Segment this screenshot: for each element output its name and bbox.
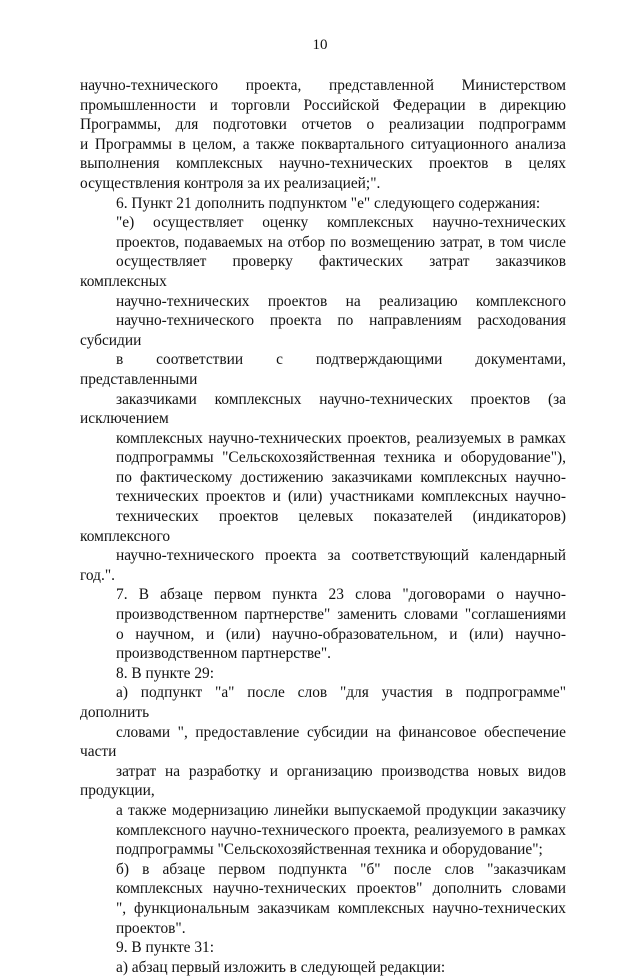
text-line: технических проектов целевых показателей (индикаторов) комплексного (80, 508, 566, 545)
text-line: о научном, и (или) научно-образовательном, и (или) научно- (116, 625, 566, 643)
text-line: б) в абзаце первом подпункта "б" после слов "заказчикам (116, 860, 566, 878)
text-line: затрат на разработку и организацию производства новых видов продукции, (80, 762, 566, 800)
text-line: комплексных научно-технических проектов, реализуемых в рамках (116, 429, 566, 447)
text-line: проектов". (116, 919, 186, 937)
paragraph (80, 958, 566, 977)
text-line: 7. В абзаце первом пункта 23 слова "договорами о научно- (116, 586, 566, 604)
text-line: 9. В пункте 31: (116, 939, 215, 957)
text-line: научно-технического проекта, представленной Министерством (80, 77, 566, 94)
text-line: выполнения комплексных научно-технических проектов в целях (80, 155, 566, 173)
text-line: осуществления контроля за их реализацией;". (80, 174, 381, 192)
text-line: Программы, для подготовки отчетов о реализации подпрограмм (80, 116, 566, 134)
text-line: подпрограммы "Сельскохозяйственная техника и оборудование"), (116, 449, 566, 467)
paragraph (80, 664, 566, 684)
paragraph (80, 76, 566, 194)
text-line: а) подпункт "а" после слов "для участия в подпрограмме" дополнить (80, 684, 566, 721)
paragraph (80, 194, 566, 214)
text-line: научно-технических проектов на реализацию комплексного (116, 292, 566, 310)
text-line: по фактическому достижению заказчиками комплексных научно- (116, 468, 566, 486)
text-line: словами ", предоставление субсидии на финансовое обеспечение части (80, 723, 566, 761)
paragraph (80, 585, 566, 663)
text-line: ", функциональным заказчикам комплексных научно-технических (116, 899, 566, 917)
text-line: подпрограммы "Сельскохозяйственная техника и оборудование"; (116, 841, 543, 859)
text-line: комплексных научно-технических проектов" дополнить словами (116, 880, 566, 898)
document-body (80, 76, 566, 977)
paragraph (80, 213, 566, 585)
text-line: производственном партнерстве" заменить словами "соглашениями (116, 606, 566, 624)
paragraph (80, 860, 566, 938)
text-line: промышленности и торговли Российской Федерации в дирекцию (80, 96, 566, 114)
text-line: научно-технического проекта по направлениям расходования субсидии (80, 312, 566, 349)
text-line: "е) осуществляет оценку комплексных научно-технических (116, 214, 566, 232)
text-line: производственном партнерстве". (116, 645, 331, 663)
text-line: 8. В пункте 29: (116, 664, 215, 682)
text-line: в соответствии с подтверждающими документами, представленными (80, 351, 566, 388)
text-line: и Программы в целом, а также поквартального ситуационного анализа (80, 135, 566, 153)
text-line: научно-технического проекта за соответствующий календарный год.". (80, 547, 566, 584)
paragraph (80, 683, 566, 859)
text-line: а) абзац первый изложить в следующей редакции: (116, 958, 446, 976)
text-line: заказчиками комплексных научно-технических проектов (за исключением (80, 390, 566, 428)
text-line: 6. Пункт 21 дополнить подпунктом "е" следующего содержания: (116, 194, 541, 212)
text-line: а также модернизацию линейки выпускаемой продукции заказчику (116, 801, 566, 819)
text-line: комплексного научно-технического проекта, реализуемого в рамках (116, 821, 566, 839)
paragraph (80, 938, 566, 958)
text-line: технических проектов и (или) участниками комплексных научно- (116, 488, 566, 506)
text-line: проектов, подаваемых на отбор по возмещению затрат, в том числе (116, 233, 566, 251)
text-line: осуществляет проверку фактических затрат заказчиков комплексных (80, 253, 566, 290)
page-number: 10 (312, 37, 328, 53)
